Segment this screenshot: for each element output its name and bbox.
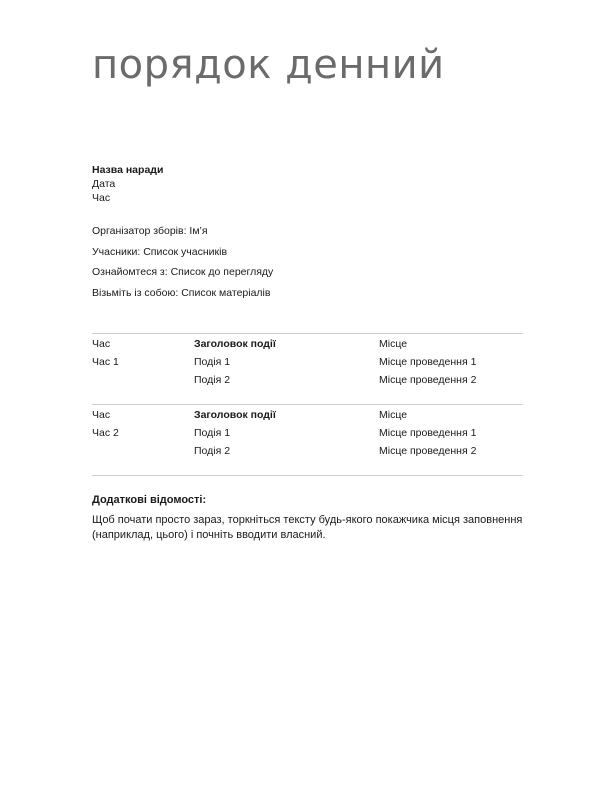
place-cell[interactable]: Місце проведення 2 <box>379 445 477 457</box>
review-line[interactable]: Ознайомтеся з: Список до перегляду <box>92 266 274 278</box>
place-cell[interactable]: Місце проведення 2 <box>379 374 477 386</box>
time-header: Час <box>92 409 111 421</box>
event-cell[interactable]: Подія 2 <box>194 445 231 457</box>
divider <box>92 333 523 334</box>
agenda-row <box>92 355 523 373</box>
additional-info-text[interactable]: Щоб почати просто зараз, торкніться тексту будь-якого покажчика місця заповнення (наприклад, цього) і почніть вводити власний. <box>92 514 523 541</box>
time-header: Час <box>92 338 111 350</box>
meeting-info <box>92 224 273 306</box>
divider <box>92 404 523 405</box>
agenda-row <box>92 444 523 462</box>
meeting-time[interactable]: Час <box>92 192 111 204</box>
event-cell[interactable]: Подія 2 <box>194 374 231 386</box>
place-cell[interactable]: Місце проведення 1 <box>379 356 477 368</box>
place-cell[interactable]: Місце проведення 1 <box>379 427 477 439</box>
event-cell[interactable]: Подія 1 <box>194 356 231 368</box>
additional-info-title[interactable]: Додаткові відомості: <box>92 494 207 506</box>
meeting-date[interactable]: Дата <box>92 178 116 190</box>
time-cell[interactable]: Час 2 <box>92 427 119 439</box>
agenda-block-2 <box>92 408 523 462</box>
time-cell[interactable]: Час 1 <box>92 356 119 368</box>
agenda-header-row <box>92 408 523 426</box>
agenda-row <box>92 426 523 444</box>
place-header: Місце <box>379 338 408 350</box>
divider <box>92 475 523 476</box>
page-title[interactable]: порядок денний <box>92 42 445 88</box>
organizer-line[interactable]: Організатор зборів: Ім’я <box>92 225 208 237</box>
agenda-block-1 <box>92 337 523 391</box>
additional-info <box>92 494 532 543</box>
meeting-details <box>92 163 163 205</box>
event-header: Заголовок події <box>194 409 276 421</box>
place-header: Місце <box>379 409 408 421</box>
participants-line[interactable]: Учасники: Список учасників <box>92 245 228 258</box>
meeting-name[interactable]: Назва наради <box>92 164 164 176</box>
event-header: Заголовок події <box>194 338 276 350</box>
agenda-row <box>92 373 523 391</box>
agenda-header-row <box>92 337 523 355</box>
bring-line[interactable]: Візьміть із собою: Список матеріалів <box>92 286 271 299</box>
event-cell[interactable]: Подія 1 <box>194 427 231 439</box>
